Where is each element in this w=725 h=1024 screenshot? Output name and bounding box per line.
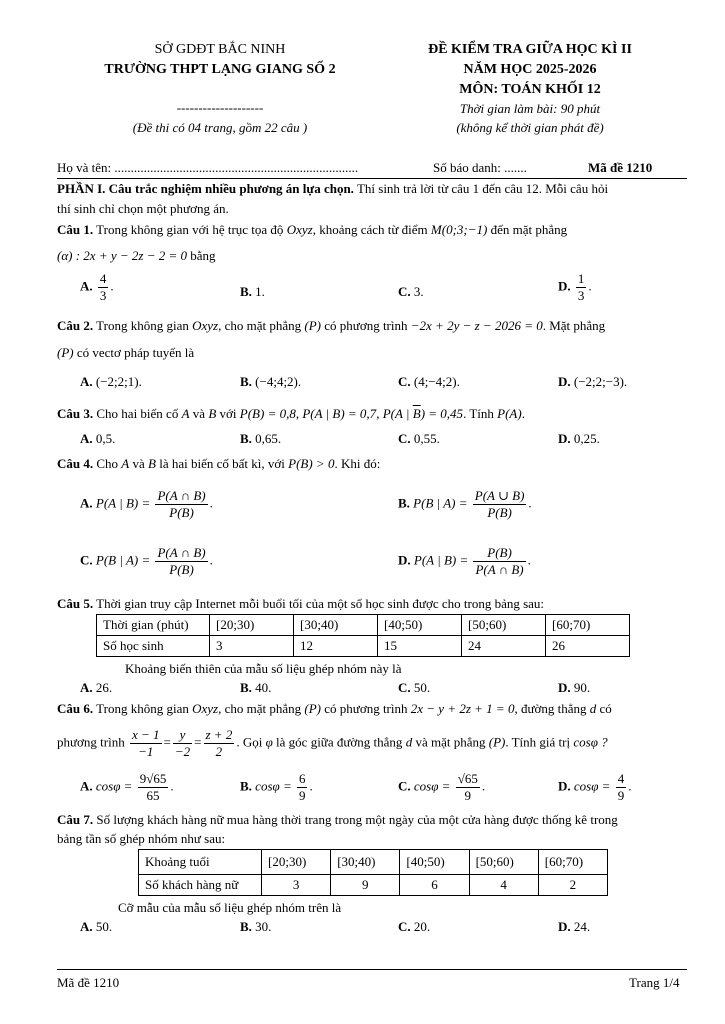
- option-letter: D.: [558, 919, 571, 934]
- q7-option-c[interactable]: [398, 919, 430, 935]
- table-cell: [50;60): [462, 615, 546, 636]
- q6-text9: và mặt phẳng: [412, 734, 489, 750]
- numerator: 6: [298, 771, 306, 786]
- q6-plane-name: (P): [304, 701, 321, 716]
- formula-fraction: [473, 488, 527, 521]
- q6-text5: có: [596, 701, 612, 716]
- option-value: 90.: [573, 680, 591, 695]
- table-cell: 4: [469, 875, 538, 896]
- table-cell: Thời gian (phút): [97, 615, 210, 636]
- table-cell: 9: [331, 875, 400, 896]
- option-value: 30.: [255, 919, 272, 934]
- q3-cond3-a: P(A |: [382, 406, 413, 421]
- student-name-field: Họ và tên: ...........................................................................: [57, 160, 359, 175]
- q2-plane-name: (P): [57, 345, 74, 360]
- q3-option-c[interactable]: [398, 431, 440, 447]
- table-cell: 6: [400, 875, 469, 896]
- formula-lhs: P(A | B) =: [413, 552, 469, 568]
- option-value: 50.: [413, 680, 431, 695]
- q5-line1: [57, 596, 544, 612]
- q2-oxyz: Oxyz: [192, 318, 219, 333]
- formula-lhs: P(B | A) =: [413, 495, 468, 511]
- option-letter: C.: [398, 374, 411, 389]
- q6-line2: phương trình $\frac{x - 1}{-1}$ = $\frac{y}{-2}$ = $\frac{z + 2}{2}$ . Gọi φ là góc giữa đường thẳng d và mặt phẳng (P). Tính giá trị cosφ ?: [57, 727, 608, 759]
- q1-d-fraction: [576, 271, 587, 304]
- option-letter: C.: [398, 284, 411, 299]
- option-letter: B.: [240, 778, 252, 794]
- q6-text10: . Tính giá trị: [505, 734, 574, 750]
- q6-plane-name: (P): [488, 734, 506, 750]
- table-cell: [60;70): [546, 615, 630, 636]
- option-letter: D.: [558, 374, 571, 389]
- q1-option-b[interactable]: [240, 284, 265, 300]
- denominator: 9: [464, 788, 471, 803]
- formula-fraction: [473, 545, 525, 578]
- table-row: [97, 636, 630, 657]
- option-letter: A.: [80, 495, 93, 511]
- q3-text3: . Tính: [463, 406, 498, 421]
- option-letter: A.: [80, 919, 93, 934]
- q1-text2: , khoảng cách từ điểm: [312, 222, 431, 237]
- table-cell: [50;60): [469, 850, 538, 875]
- q6-text1: Trong không gian: [93, 701, 193, 716]
- q2-text5: có vectơ pháp tuyến là: [73, 345, 195, 360]
- table-cell: [20;30): [210, 615, 294, 636]
- pages-note: (Đề thi có 04 trang, gồm 22 câu ): [132, 120, 308, 135]
- option-letter: A.: [80, 278, 93, 294]
- q1-label: Câu 1.: [57, 222, 94, 237]
- option-letter: A.: [80, 374, 93, 389]
- q1-line2: [57, 248, 216, 264]
- table-cell: 15: [378, 636, 462, 657]
- footer-exam-code: Mã đề 1210: [57, 975, 120, 990]
- option-letter: A.: [80, 778, 93, 794]
- option-letter: B.: [398, 495, 410, 511]
- q3-target: P(A): [497, 406, 522, 421]
- formula-lhs: cosφ =: [573, 778, 611, 794]
- numerator: P(A ∩ B): [157, 488, 206, 503]
- numerator: 1: [577, 271, 585, 286]
- numerator: √65: [457, 771, 478, 786]
- q1-option-d[interactable]: D. $\frac{1}{3}$ .: [558, 271, 592, 303]
- denominator: P(B): [169, 562, 194, 577]
- q1-text3: đến mặt phẳng: [487, 222, 568, 237]
- q2-text1: Trong không gian: [93, 318, 193, 333]
- school-year: NĂM HỌC 2025-2026: [463, 62, 597, 77]
- q3-line1: Câu 3. Cho hai biến cố A và B với P(B) = 0,8, P(A | B) = 0,7, P(A | $\overline{B}) = 0,45$. Tính P(A).: [57, 406, 525, 421]
- formula-lhs: P(A | B) =: [95, 495, 151, 511]
- exam-time-note: (không kể thời gian phát đề): [456, 120, 604, 135]
- q2-option-c[interactable]: [398, 374, 460, 390]
- q6-phi: φ: [265, 734, 273, 750]
- table-row: [139, 875, 608, 896]
- footer-divider: [57, 969, 687, 970]
- q3-cond2: P(A | B) = 0,7: [302, 406, 377, 421]
- option-letter: A.: [80, 680, 93, 695]
- table-row: [97, 615, 630, 636]
- option-letter: C.: [398, 680, 411, 695]
- option-value: 50.: [95, 919, 113, 934]
- q4-option-a[interactable]: A. P(A | B) = $\frac{P(A \cap B)}{P(B)}$ .: [80, 488, 213, 520]
- q2-option-b[interactable]: [240, 374, 301, 390]
- option-letter: C.: [398, 919, 411, 934]
- numerator: z + 2: [205, 727, 233, 742]
- q3-label: Câu 3.: [57, 406, 94, 421]
- q5-frequency-table: [96, 614, 630, 657]
- q1-oxyz: Oxyz: [286, 222, 313, 237]
- exam-title: ĐỀ KIỂM TRA GIỮA HỌC KÌ II: [428, 42, 632, 57]
- q7-option-a[interactable]: [80, 919, 112, 935]
- q3-text1: Cho hai biến cố: [93, 406, 182, 421]
- q3-option-b[interactable]: [240, 431, 281, 447]
- q2-equation: −2x + 2y − z − 2026 = 0: [410, 318, 543, 333]
- table-cell: 3: [210, 636, 294, 657]
- q6-line-name: d: [405, 734, 413, 750]
- option-letter: C.: [398, 778, 411, 794]
- table-cell: 2: [538, 875, 607, 896]
- q7-option-d[interactable]: [558, 919, 590, 935]
- table-cell: 3: [262, 875, 331, 896]
- denominator: 9: [298, 788, 306, 803]
- q2-plane-name: (P): [304, 318, 321, 333]
- q2-option-d[interactable]: [558, 374, 627, 390]
- option-letter: C.: [80, 552, 93, 568]
- q6-text2: , cho mặt phẳng: [218, 701, 305, 716]
- q7-label: Câu 7.: [57, 812, 94, 827]
- q7-option-b[interactable]: [240, 919, 271, 935]
- formula-fraction: [456, 771, 480, 804]
- q4-option-d[interactable]: D. P(A | B) = $\frac{P(B)}{P(A \cap B)}$ .: [398, 545, 531, 577]
- q5-after-text: Khoảng biến thiên của mẫu số liệu ghép nhóm này là: [125, 661, 402, 676]
- q4-option-c[interactable]: C. P(B | A) = $\frac{P(A \cap B)}{P(B)}$ .: [80, 545, 213, 577]
- q2-line2: [57, 345, 194, 361]
- option-value: 1.: [255, 284, 265, 299]
- q1-option-c[interactable]: [398, 284, 424, 300]
- department-name: SỞ GDĐT BẮC NINH: [154, 42, 286, 57]
- option-value: (−4;4;2).: [255, 374, 302, 389]
- denominator: 3: [577, 288, 585, 303]
- table-cell: [40;50): [400, 850, 469, 875]
- denominator: P(A ∩ B): [475, 562, 524, 577]
- denominator: P(B): [487, 505, 512, 520]
- numerator: 9√65: [139, 771, 167, 786]
- table-cell: Số học sinh: [97, 636, 210, 657]
- option-value: 0,55.: [413, 431, 440, 446]
- q5-option-b[interactable]: [240, 680, 271, 696]
- q1-point: M(0;3;−1): [430, 222, 488, 237]
- q5-text: Thời gian truy cập Internet mỗi buổi tối của một số học sinh được cho trong bảng sau:: [93, 596, 545, 611]
- option-value: 24.: [573, 919, 591, 934]
- numerator: 4: [617, 771, 625, 786]
- q4-condition: P(B) > 0: [288, 456, 335, 471]
- student-id-field: Số báo danh: .......: [433, 160, 527, 175]
- q2-line1: [57, 318, 605, 334]
- numerator: y: [173, 727, 192, 744]
- q7-line1: [57, 812, 618, 828]
- denominator: P(B): [169, 505, 194, 520]
- q2-text4: . Mặt phẳng: [542, 318, 606, 333]
- option-value: 0,65.: [255, 431, 282, 446]
- table-cell: Số khách hàng nữ: [139, 875, 262, 896]
- q3-text2: với: [216, 406, 240, 421]
- denominator: −1: [138, 744, 154, 759]
- denominator: 65: [146, 788, 160, 803]
- q1-text1: Trong không gian với hệ trục tọa độ: [93, 222, 287, 237]
- q6-option-a[interactable]: A. cosφ = $\frac{9√65}{65}$ .: [80, 771, 174, 803]
- numerator: x − 1: [131, 727, 160, 742]
- option-letter: D.: [558, 278, 571, 294]
- q3-cond3-bbar: $\overline{B}$: [412, 406, 421, 421]
- footer-page-number: Trang 1/4: [629, 975, 680, 990]
- q6-line-name: d: [589, 701, 597, 716]
- option-letter: D.: [558, 778, 571, 794]
- q5-option-d[interactable]: [558, 680, 590, 696]
- formula-fraction: [138, 771, 169, 804]
- q6-option-b[interactable]: B. cosφ = $\frac{6}{9}$ .: [240, 771, 313, 803]
- q1-a-fraction: [98, 271, 109, 304]
- denominator: −2: [174, 744, 191, 759]
- table-row: [139, 850, 608, 875]
- q6-text8: là góc giữa đường thẳng: [272, 734, 406, 750]
- q7-frequency-table: [138, 849, 608, 896]
- exam-subject: MÔN: TOÁN KHỐI 12: [459, 82, 601, 97]
- q2-label: Câu 2.: [57, 318, 94, 333]
- option-letter: A.: [80, 431, 93, 446]
- exam-time: Thời gian làm bài: 90 phút: [459, 101, 601, 116]
- part1-title: PHẦN I. Câu trắc nghiệm nhiều phương án lựa chọn.: [57, 181, 354, 196]
- numerator: P(A ∪ B): [474, 488, 525, 503]
- q2-text3: có phương trình: [321, 318, 411, 333]
- school-name: TRƯỜNG THPT LẠNG GIANG SỐ 2: [104, 62, 336, 77]
- header-divider: [57, 178, 687, 179]
- part1-desc1: Thí sinh trả lời từ câu 1 đến câu 12. Mỗi câu hỏi: [353, 181, 609, 196]
- option-value: 0,5.: [95, 431, 116, 446]
- q2-option-a[interactable]: [80, 374, 142, 390]
- q5-label: Câu 5.: [57, 596, 94, 611]
- option-value: (−2;2;−3).: [573, 374, 628, 389]
- denominator: 3: [99, 288, 107, 303]
- numerator: P(B): [473, 545, 525, 562]
- option-letter: B.: [240, 284, 252, 299]
- q7-text1: Số lượng khách hàng nữ mua hàng thời trang trong một ngày của một cửa hàng được thống kê trong: [93, 812, 618, 827]
- q4-text2: và: [129, 456, 149, 471]
- q6-text4: , đường thẳng: [514, 701, 590, 716]
- q6-fraction-x: [130, 727, 162, 760]
- q3-cond3: [383, 406, 463, 421]
- q4-text4: . Khi đó:: [334, 456, 381, 471]
- q5-option-a[interactable]: [80, 680, 112, 696]
- part1-desc2: thí sinh chỉ chọn một phương án.: [57, 201, 229, 216]
- q5-option-c[interactable]: [398, 680, 430, 696]
- q1-option-a[interactable]: A. $\frac{4}{3}$ .: [80, 271, 114, 303]
- table-cell: 12: [294, 636, 378, 657]
- denominator: 9: [617, 788, 625, 803]
- option-letter: B.: [240, 431, 252, 446]
- option-value: (4;−4;2).: [413, 374, 460, 389]
- q6-text6: phương trình: [57, 734, 128, 750]
- table-cell: [30;40): [294, 615, 378, 636]
- option-value: 26.: [95, 680, 113, 695]
- exam-code: Mã đề 1210: [588, 160, 653, 175]
- q7-line2: bảng tần số ghép nhóm như sau:: [57, 831, 226, 846]
- option-letter: D.: [398, 552, 411, 568]
- table-cell: 24: [462, 636, 546, 657]
- formula-fraction: [155, 488, 207, 521]
- formula-lhs: cosφ =: [255, 778, 292, 794]
- q4-var-b: B: [148, 456, 156, 471]
- q4-var-a: A: [121, 456, 130, 471]
- q4-text3: là hai biến cố bất kì, với: [155, 456, 289, 471]
- numerator: P(A ∩ B): [157, 545, 206, 560]
- table-cell: [60;70): [538, 850, 607, 875]
- option-value: 0,25.: [573, 431, 600, 446]
- q4-line1: [57, 456, 380, 472]
- option-value: 20.: [413, 919, 431, 934]
- denominator: 2: [215, 744, 223, 759]
- q1-text4: bằng: [187, 248, 216, 263]
- q3-cond3-c: ) = 0,45: [420, 406, 464, 421]
- option-letter: D.: [558, 431, 571, 446]
- q6-option-c[interactable]: C. cosφ = $\frac{√65}{9}$ .: [398, 771, 486, 803]
- table-cell: [30;40): [331, 850, 400, 875]
- q6-fraction-z: [204, 727, 235, 760]
- q1-plane: (α) : 2x + y − 2z − 2 = 0: [57, 248, 187, 263]
- q3-var-b: B: [208, 406, 217, 421]
- q7-after-text: Cỡ mẫu của mẫu số liệu ghép nhóm trên là: [118, 900, 342, 915]
- option-value: 3.: [413, 284, 424, 299]
- formula-lhs: P(B | A) =: [95, 552, 151, 568]
- q3-option-a[interactable]: [80, 431, 115, 447]
- table-cell: [40;50): [378, 615, 462, 636]
- table-cell: [20;30): [262, 850, 331, 875]
- formula-lhs: cosφ =: [95, 778, 133, 794]
- q2-text2: , cho mặt phẳng: [218, 318, 305, 333]
- table-cell: 26: [546, 636, 630, 657]
- q6-text7: . Gọi: [236, 734, 266, 750]
- q6-text3: có phương trình: [321, 701, 411, 716]
- part1-line1: [57, 181, 608, 197]
- table-cell: Khoảng tuổi: [139, 850, 262, 875]
- formula-fraction: [155, 545, 207, 578]
- option-letter: C.: [398, 431, 411, 446]
- q6-option-d[interactable]: D. cosφ = $\frac{4}{9}$ .: [558, 771, 632, 803]
- q3-option-d[interactable]: [558, 431, 600, 447]
- q3-cond1: P(B) = 0,8: [239, 406, 296, 421]
- formula-fraction: [616, 771, 627, 804]
- formula-lhs: cosφ =: [413, 778, 451, 794]
- option-letter: B.: [240, 919, 252, 934]
- numerator: 4: [99, 271, 107, 286]
- option-letter: B.: [240, 680, 252, 695]
- q6-equation: 2x − y + 2z + 1 = 0: [410, 701, 515, 716]
- q6-line1: [57, 701, 612, 717]
- q3-var-a: A: [181, 406, 190, 421]
- option-letter: B.: [240, 374, 252, 389]
- q6-label: Câu 6.: [57, 701, 94, 716]
- option-value: 40.: [255, 680, 272, 695]
- q1-line1: [57, 222, 567, 238]
- q6-fraction-y: [173, 727, 192, 760]
- q3-and: và: [189, 406, 209, 421]
- option-value: (−2;2;1).: [95, 374, 142, 389]
- q6-oxyz: Oxyz: [192, 701, 219, 716]
- q4-option-b[interactable]: B. P(B | A) = $\frac{P(A \cup B)}{P(B)}$ .: [398, 488, 532, 520]
- q4-label: Câu 4.: [57, 456, 94, 471]
- header-dashes: --------------------: [176, 100, 264, 115]
- formula-fraction: [297, 771, 308, 804]
- q4-text1: Cho: [93, 456, 122, 471]
- q6-cos: cosφ ?: [573, 734, 608, 750]
- option-letter: D.: [558, 680, 571, 695]
